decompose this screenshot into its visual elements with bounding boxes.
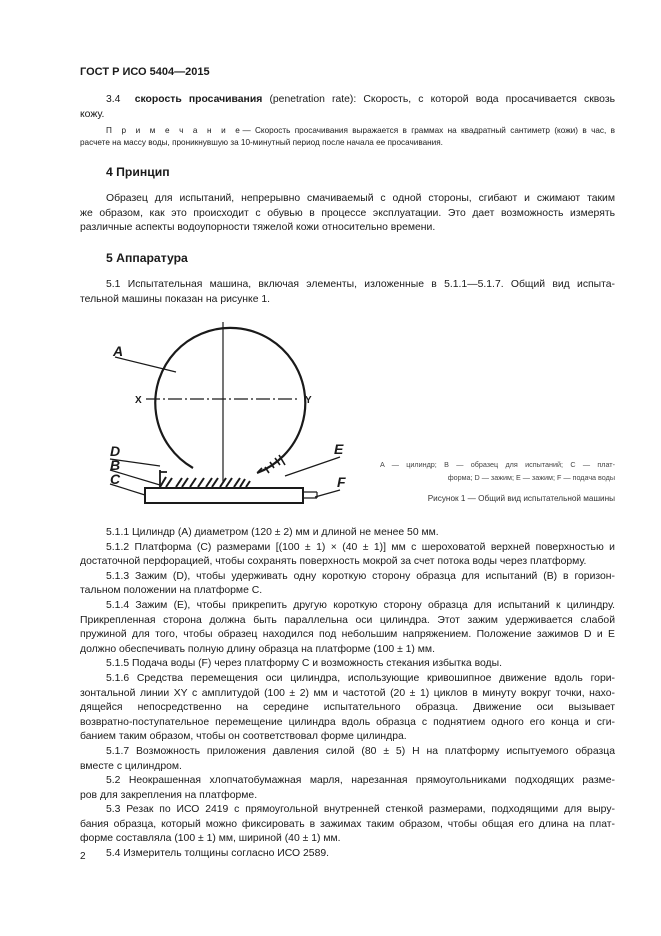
label-d: D: [110, 443, 121, 459]
term-definition-line: кожу.: [80, 108, 105, 120]
apparatus-item-line: 5.1.1 Цилиндр (A) диаметром (120 ± 2) мм и длиной не менее 50 мм.: [106, 527, 439, 538]
apparatus-item-line: Прикрепленная сторона должна быть параллельна оси цилиндра. Этот зажим удерживается слабой: [80, 614, 615, 626]
label-a: A: [113, 343, 124, 359]
note-line: — Скорость просачивания выражается в граммах на квадратный сантиметр (кожи) в час, в: [242, 126, 615, 135]
apparatus-item-line: ров для закрепления на платформе.: [80, 789, 258, 801]
apparatus-item-line: возвратно-поступательное перемещение цилиндра вдоль образца с поднятием одного его конца и сги-: [80, 716, 615, 728]
label-c: C: [110, 471, 121, 487]
legend-line: форма; D — зажим; E — зажим; F — подача воды: [447, 473, 615, 482]
note-label: П р и м е ч а н и е: [106, 126, 243, 135]
apparatus-item-line: дящейся непосредственно на середине испытательного образца. Движение оси вызывает: [80, 702, 615, 714]
apparatus-paragraphs: [80, 526, 615, 862]
apparatus-item: [80, 541, 615, 570]
legend-line: A — цилиндр; B — образец для испытаний; C — плат-: [380, 460, 615, 469]
apparatus-item-line: 5.1.7 Возможность приложения давления силой (80 ± 5) Н на платформу испытуемого образца: [106, 745, 615, 757]
apparatus-item-line: зонтальной линии XY с амплитудой (100 ± 2) мм и частотой (20 ± 1) циклов в минуту вокруг точки, нахо-: [80, 687, 615, 699]
section-4-line: Образец для испытаний, непрерывно смачиваемый с одной стороны, сгибают и сжимают таким: [106, 193, 615, 204]
section-5-intro-line: тельной машины показан на рисунке 1.: [80, 293, 271, 305]
apparatus-item: [80, 803, 615, 847]
apparatus-item-line: 5.3 Резак по ИСО 2419 с прямоугольной внутренней стенкой размерами, подходящими для выру-: [106, 804, 615, 816]
apparatus-item: [80, 526, 615, 541]
page-number: 2: [80, 851, 86, 862]
label-e: E: [334, 441, 344, 457]
section-5-intro-line: 5.1 Испытательная машина, включая элементы, изложенные в 5.1.1—5.1.7. Общий вид испыта-: [106, 279, 615, 290]
apparatus-item: [80, 774, 615, 803]
section-4-line: же образом, как это происходит с обувью в процессе эксплуатации. Это дает возможность измерять: [80, 207, 615, 219]
apparatus-item-line: 5.2 Неокрашенная хлопчатобумажная марля, нарезанная прямоугольниками подходящих разме-: [106, 775, 615, 787]
apparatus-item-line: тальном положении на платформе C.: [80, 585, 263, 597]
platform: [145, 488, 303, 503]
label-y: Y: [305, 395, 312, 406]
apparatus-item-line: 5.1.6 Средства перемещения оси цилиндра, использующие кривошипное движение вдоль гори-: [106, 672, 615, 684]
document-header: ГОСТ Р ИСО 5404—2015: [80, 66, 210, 78]
label-f: F: [337, 474, 346, 490]
section-4-title: 4 Принцип: [106, 165, 170, 179]
apparatus-item-line: вместе с цилиндром.: [80, 760, 182, 772]
note-line: расчете на массу воды, проникнувшую за 10-минутный период после начала ее просачивания.: [80, 138, 443, 147]
apparatus-item-line: банием таким образом, чтобы он соответствовал форме цилиндра.: [80, 731, 407, 743]
apparatus-item-line: достаточной перфорацией, чтобы сохранять поверхность мокрой за счет потока воды через платформу.: [80, 556, 587, 568]
apparatus-item-line: форме составляла (100 ± 1) мм, шириной (40 ± 1) мм.: [80, 833, 341, 845]
apparatus-item-line: 5.1.3 Зажим (D), чтобы удерживать одну короткую сторону образца для испытаний (B) в горизон-: [106, 570, 615, 582]
apparatus-item-line: должно обеспечивать полную длину образца на платформе (100 ± 1) мм.: [80, 643, 435, 655]
section-5-title: 5 Аппаратура: [106, 251, 188, 265]
specimen-hatching: [160, 477, 250, 487]
term-definition-line: (penetration rate): Скорость, с которой вода просачивается сквозь: [269, 94, 616, 105]
apparatus-item: [80, 570, 615, 599]
cylinder-outline: [155, 328, 305, 473]
apparatus-item-line: пружиной для того, чтобы образец находился под небольшим напряжением. Положение зажимов D и E: [80, 629, 615, 641]
figure-caption: Рисунок 1 — Общий вид испытательной машины: [427, 494, 615, 503]
term-name: скорость просачивания: [134, 94, 263, 105]
apparatus-item: [80, 847, 615, 862]
apparatus-item-line: 5.1.2 Платформа (C) размерами [(100 ± 1) × (40 ± 1)] мм с шероховатой верхней поверхностью и: [106, 541, 615, 553]
apparatus-item: [80, 657, 615, 672]
water-inlet: [303, 492, 317, 498]
term-number: 3.4: [106, 94, 121, 105]
label-x: X: [135, 395, 142, 406]
apparatus-item-line: бания образца, который можно фиксировать в зажимах таким образом, чтобы общая его длина на плат-: [80, 818, 615, 830]
apparatus-item-line: 5.4 Измеритель толщины согласно ИСО 2589.: [106, 848, 330, 860]
apparatus-item-line: 5.1.5 Подача воды (F) через платформу C и возможность стекания избытка воды.: [106, 658, 502, 670]
apparatus-item: [80, 672, 615, 745]
label-b: B: [110, 457, 121, 473]
section-4-line: различные аспекты водоупорности тяжелой кожи относительно времени.: [80, 222, 436, 234]
apparatus-item: [80, 745, 615, 774]
apparatus-item: [80, 599, 615, 657]
leader-lines: [110, 357, 340, 497]
apparatus-item-line: 5.1.4 Зажим (E), чтобы прикрепить другую короткую сторону образца для испытаний к цилиндру.: [106, 599, 615, 611]
figure-legend: [380, 458, 615, 484]
